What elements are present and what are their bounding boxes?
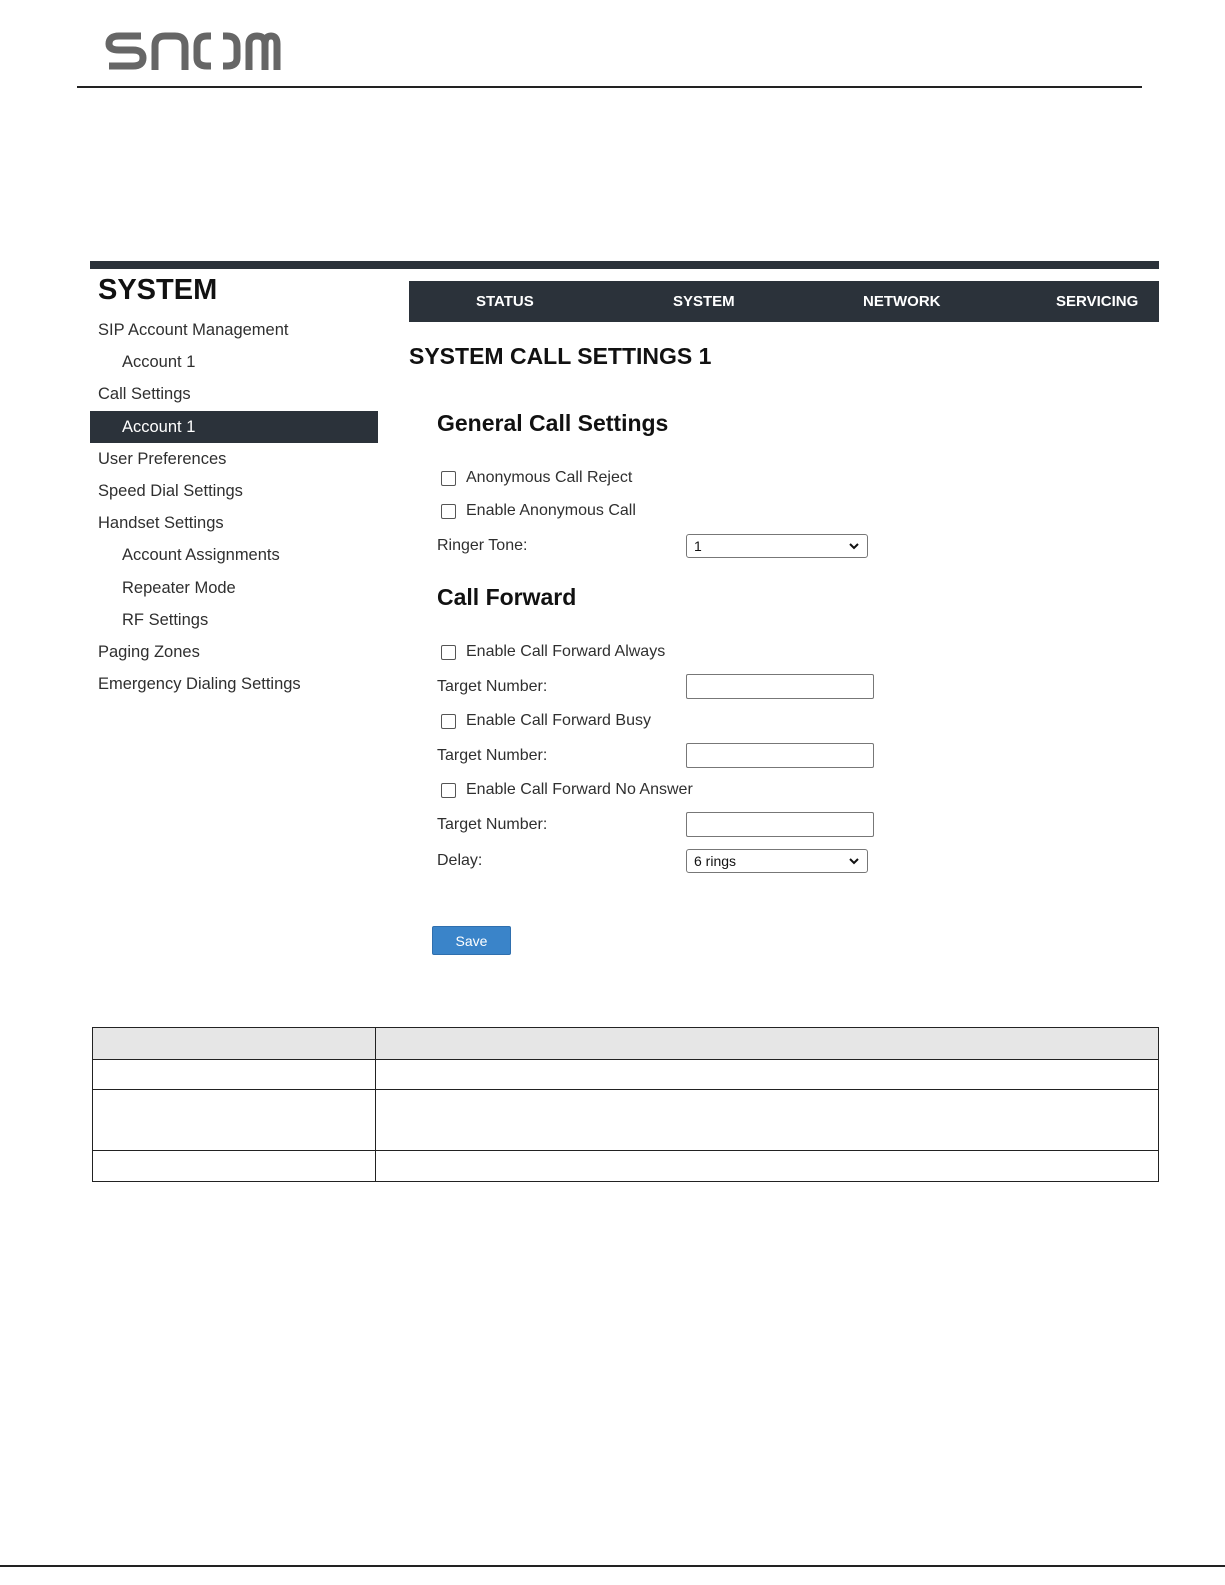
sidebar-item-call-settings-account-1[interactable]: Account 1 (90, 411, 378, 443)
enable-anonymous-call-option[interactable] (441, 501, 636, 521)
tab-network[interactable]: NETWORK (863, 293, 941, 310)
ringer-tone-select[interactable] (686, 534, 868, 558)
sidebar-title: SYSTEM (98, 274, 218, 306)
top-navigation (409, 281, 1159, 322)
page-title: SYSTEM CALL SETTINGS 1 (409, 343, 712, 369)
always-target-number-input[interactable] (686, 674, 874, 699)
logo-text (281, 28, 282, 29)
general-call-settings-heading: General Call Settings (437, 410, 669, 436)
table-row (93, 1090, 1159, 1151)
sidebar-item-speed-dial-settings[interactable]: Speed Dial Settings (98, 481, 243, 500)
header-divider (77, 86, 1142, 88)
table-cell (376, 1060, 1159, 1090)
call-forward-no-answer-option[interactable] (441, 780, 693, 800)
sidebar-item-user-preferences[interactable]: User Preferences (98, 449, 227, 468)
sidebar-item-paging-zones[interactable]: Paging Zones (98, 642, 200, 661)
call-forward-always-checkbox[interactable] (441, 645, 456, 660)
sidebar-item-sip-account-1[interactable]: Account 1 (122, 353, 196, 372)
busy-target-number-label: Target Number: (437, 747, 548, 764)
footer-divider (0, 1565, 1225, 1567)
call-forward-heading: Call Forward (437, 584, 577, 610)
always-target-number-label: Target Number: (437, 678, 548, 695)
call-forward-always-option[interactable] (441, 642, 665, 662)
table-cell (376, 1090, 1159, 1151)
call-forward-busy-label: Enable Call Forward Busy (466, 712, 651, 729)
sidebar-item-call-settings[interactable]: Call Settings (98, 385, 191, 404)
busy-target-number-input[interactable] (686, 743, 874, 768)
snom-logo (105, 28, 281, 79)
tab-status[interactable]: STATUS (476, 293, 534, 310)
ringer-tone-label: Ringer Tone: (437, 537, 528, 554)
table-header-cell (376, 1028, 1159, 1060)
no-answer-target-number-label: Target Number: (437, 816, 548, 833)
no-answer-target-number-input[interactable] (686, 812, 874, 837)
sidebar-item-emergency-dialing-settings[interactable]: Emergency Dialing Settings (98, 675, 301, 694)
sidebar-menu (90, 314, 378, 700)
chevron-down-icon (847, 539, 861, 553)
sidebar-item-rf-settings[interactable]: RF Settings (122, 610, 209, 629)
delay-select[interactable] (686, 849, 868, 873)
table-header-row (93, 1028, 1159, 1060)
settings-description-table (92, 1027, 1159, 1182)
anonymous-call-reject-checkbox[interactable] (441, 471, 456, 486)
enable-anonymous-call-checkbox[interactable] (441, 504, 456, 519)
call-forward-no-answer-checkbox[interactable] (441, 783, 456, 798)
ringer-tone-value: 1 (694, 538, 702, 554)
anonymous-call-reject-label: Anonymous Call Reject (466, 469, 633, 486)
table-cell (93, 1060, 376, 1090)
call-forward-busy-option[interactable] (441, 711, 651, 731)
delay-value: 6 rings (694, 853, 737, 869)
save-button[interactable]: Save (432, 926, 511, 955)
call-forward-busy-checkbox[interactable] (441, 714, 456, 729)
call-forward-always-label: Enable Call Forward Always (466, 643, 666, 660)
anonymous-call-reject-option[interactable] (441, 468, 632, 488)
call-forward-no-answer-label: Enable Call Forward No Answer (466, 781, 693, 798)
table-header-cell (93, 1028, 376, 1060)
table-cell (376, 1151, 1159, 1182)
sidebar-item-repeater-mode[interactable]: Repeater Mode (122, 578, 236, 597)
chevron-down-icon (847, 854, 861, 868)
table-cell (93, 1151, 376, 1182)
table-cell (93, 1090, 376, 1151)
snom-logo-graphic (105, 28, 281, 74)
delay-label: Delay: (437, 852, 483, 869)
table-row (93, 1060, 1159, 1090)
sidebar-item-sip-account-management[interactable]: SIP Account Management (98, 321, 289, 339)
top-accent-bar (90, 261, 1159, 269)
enable-anonymous-call-label: Enable Anonymous Call (466, 502, 636, 519)
sidebar-item-handset-settings[interactable]: Handset Settings (98, 514, 224, 533)
tab-system[interactable]: SYSTEM (673, 293, 735, 310)
table-row (93, 1151, 1159, 1182)
tab-servicing[interactable]: SERVICING (1056, 293, 1139, 310)
sidebar-item-account-assignments[interactable]: Account Assignments (122, 546, 280, 565)
